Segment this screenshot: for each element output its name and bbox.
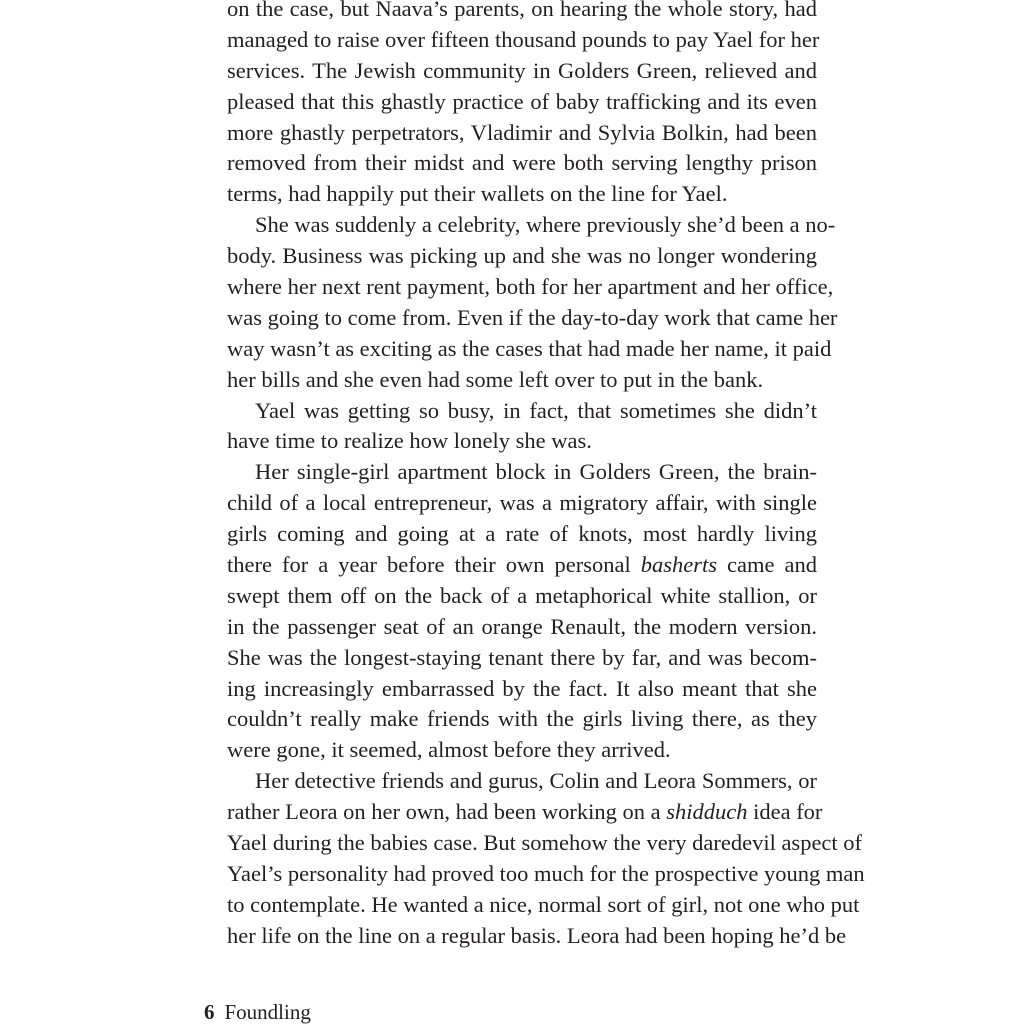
page-number: 6 <box>204 1000 215 1024</box>
italic-term-shidduch: shidduch <box>666 799 748 825</box>
text-line: services. The Jewish community in Golders Green, relieved and <box>227 57 817 83</box>
text-segment: rather Leora on her own, had been working on a <box>227 799 667 825</box>
text-line: Yael during the babies case. But somehow the very daredevil aspect of <box>227 830 863 856</box>
text-line: have time to realize how lonely she was. <box>227 428 592 454</box>
text-line: pleased that this ghastly practice of baby trafficking and its even <box>227 88 817 114</box>
text-line: removed from their midst and were both serving lengthy prison <box>227 150 817 176</box>
text-line: her life on the line on a regular basis. Leora had been hoping he’d be <box>227 922 847 948</box>
text-line: way wasn’t as exciting as the cases that had made her name, it paid <box>227 335 832 361</box>
text-line: child of a local entrepreneur, was a migratory affair, with single <box>227 490 817 516</box>
text-line: more ghastly perpetrators, Vladimir and Sylvia Bolkin, had been <box>227 119 817 145</box>
text-line: body. Business was picking up and she was no longer wondering <box>227 243 817 269</box>
text-line: where her next rent payment, both for her apartment and her office, <box>227 274 834 300</box>
text-line: was going to come from. Even if the day-to-day work that came her <box>227 304 838 330</box>
text-line: Yael’s personality had proved too much for the prospective young man <box>227 860 865 886</box>
text-line: on the case, but Naava’s parents, on hearing the whole story, had <box>227 0 817 21</box>
text-line: her bills and she even had some left over to put in the bank. <box>227 366 764 392</box>
text-line: She was suddenly a celebrity, where previously she’d been a no- <box>255 212 836 238</box>
text-line: ing increasingly embarrassed by the fact. It also meant that she <box>227 675 817 701</box>
text-line: terms, had happily put their wallets on the line for Yael. <box>227 181 728 207</box>
text-line: in the passenger seat of an orange Renault, the modern version. <box>227 613 817 639</box>
text-line <box>227 550 817 581</box>
text-segment: there for a year before their own personal <box>227 552 641 578</box>
text-line <box>227 797 823 828</box>
italic-term-basherts: basherts <box>640 552 717 578</box>
text-segment: idea for <box>747 799 823 825</box>
running-title: Foundling <box>224 1000 311 1024</box>
text-line: girls coming and going at a rate of knots, most hardly living <box>227 521 817 547</box>
body-text <box>227 0 865 952</box>
text-line: Yael was getting so busy, in fact, that sometimes she didn’t <box>255 397 817 423</box>
page-footer <box>204 998 311 1026</box>
text-line: couldn’t really make friends with the girls living there, as they <box>227 706 817 732</box>
text-line: were gone, it seemed, almost before they arrived. <box>227 737 671 763</box>
text-line: swept them off on the back of a metaphorical white stallion, or <box>227 582 817 608</box>
text-segment: came and <box>717 552 817 578</box>
text-line: Her detective friends and gurus, Colin and Leora Sommers, or <box>255 768 817 794</box>
text-line: Her single-girl apartment block in Golders Green, the brain- <box>255 459 817 485</box>
text-line: She was the longest-staying tenant there by far, and was becom- <box>227 644 817 670</box>
text-line: managed to raise over fifteen thousand pounds to pay Yael for her <box>227 26 820 52</box>
text-line: to contemplate. He wanted a nice, normal sort of girl, not one who put <box>227 891 860 917</box>
